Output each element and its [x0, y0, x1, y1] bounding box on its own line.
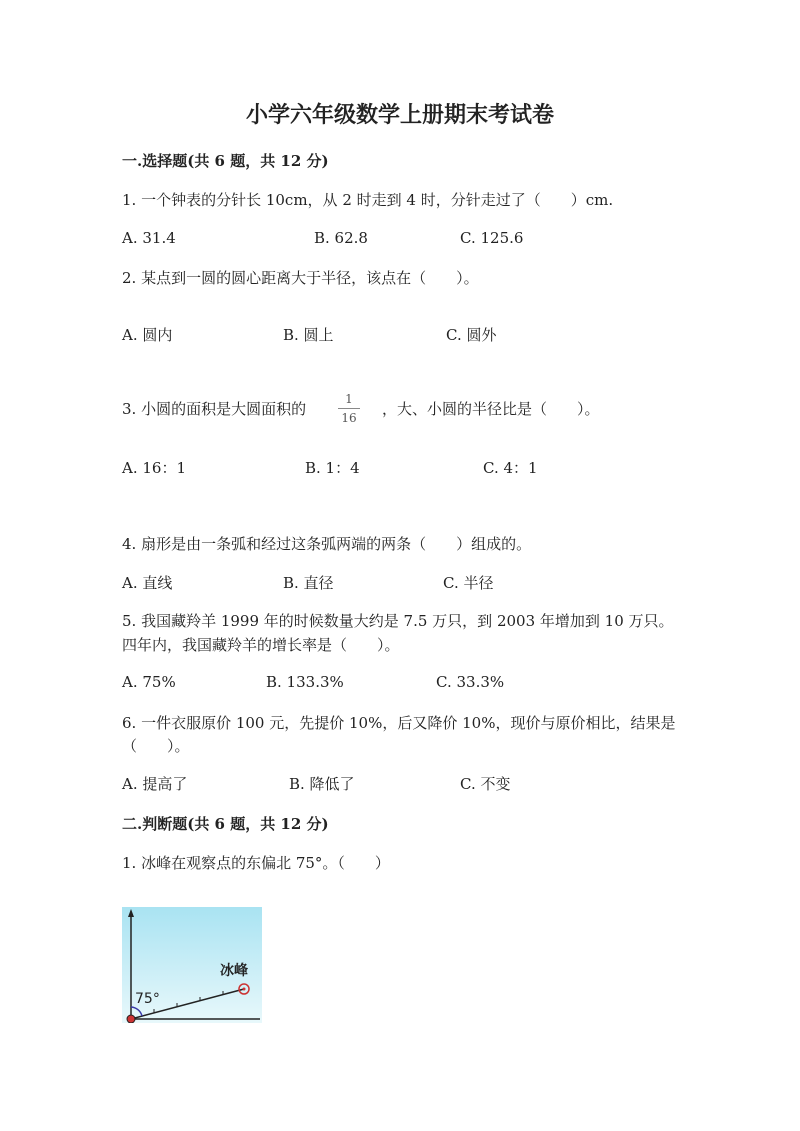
point-label: 冰峰: [220, 963, 248, 979]
question-5-line-1: 5. 我国藏羚羊 1999 年的时候数量大约是 7.5 万只，到 2003 年增加到 10 万只。: [122, 612, 674, 630]
question-3-text-before: 3. 小圆的面积是大圆面积的: [122, 400, 307, 418]
q4-option-a: A. 直线: [122, 574, 173, 592]
q4-option-b: B. 直径: [283, 574, 334, 592]
q2-option-b: B. 圆上: [283, 326, 334, 344]
fraction-denominator: 16: [341, 411, 357, 425]
question-4: 4. 扇形是由一条弧和经过这条弧两端的两条（ ）组成的。: [122, 535, 532, 553]
q5-option-a: A. 75%: [122, 673, 176, 691]
q2-option-c: C. 圆外: [446, 326, 497, 344]
fraction-numerator: 1: [345, 392, 353, 406]
q3-option-a: A. 16：1: [122, 459, 186, 477]
q3-option-b: B. 1：4: [305, 459, 360, 477]
direction-diagram: [122, 907, 262, 1023]
q1-option-b: B. 62.8: [314, 229, 368, 247]
page-title: 小学六年级数学上册期末考试卷: [245, 102, 554, 128]
section-heading-judgement: 二.判断题(共 6 题，共 12 分): [122, 815, 329, 833]
question-1: 1. 一个钟表的分针长 10cm，从 2 时走到 4 时，分针走过了（ ）cm.: [122, 191, 614, 209]
fraction-bar: [338, 408, 360, 409]
q1-option-a: A. 31.4: [122, 229, 176, 247]
q5-option-c: C. 33.3%: [436, 673, 505, 691]
section-heading-choice: 一.选择题(共 6 题，共 12 分): [122, 152, 329, 170]
target-dot: [243, 988, 246, 991]
q6-option-b: B. 降低了: [289, 775, 355, 793]
q3-option-c: C. 4：1: [483, 459, 538, 477]
fraction: [338, 392, 360, 425]
q2-option-a: A. 圆内: [122, 326, 173, 344]
q5-option-b: B. 133.3%: [266, 673, 344, 691]
q6-option-a: A. 提高了: [122, 775, 188, 793]
q4-option-c: C. 半径: [443, 574, 494, 592]
question-3-text-after: ，大、小圆的半径比是（ ）。: [382, 400, 600, 418]
direction-figure: [122, 907, 262, 1023]
q6-option-c: C. 不变: [460, 775, 511, 793]
question-2: 2. 某点到一圆的圆心距离大于半径，该点在（ ）。: [122, 269, 479, 287]
question-6-line-2: （ ）。: [122, 737, 190, 755]
question-5-line-2: 四年内，我国藏羚羊的增长率是（ ）。: [122, 636, 400, 654]
origin-marker-icon: [127, 1015, 135, 1023]
q1-option-c: C. 125.6: [460, 229, 524, 247]
angle-label: 75°: [135, 991, 160, 1007]
judgement-question-1: 1. 冰峰在观察点的东偏北 75°。（ ）: [122, 854, 390, 872]
question-6-line-1: 6. 一件衣服原价 100 元，先提价 10%，后又降价 10%，现价与原价相比，结果是: [122, 714, 676, 732]
